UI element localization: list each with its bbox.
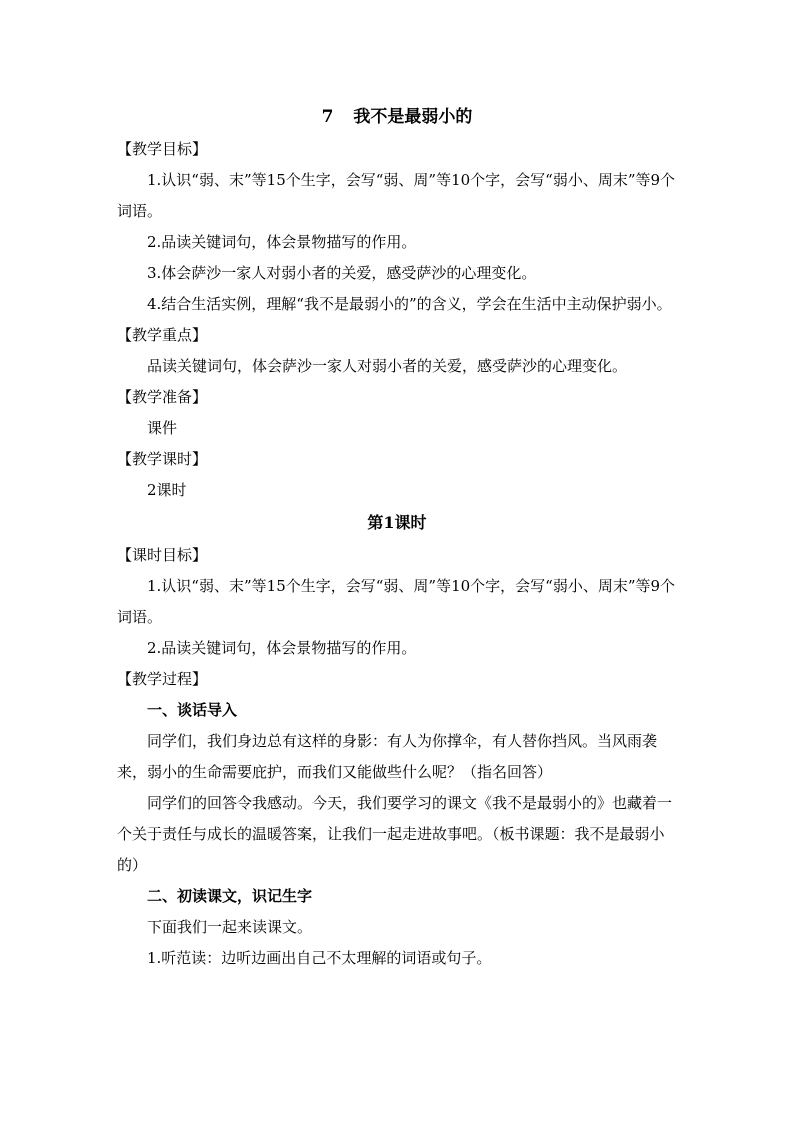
document-content — [117, 100, 677, 974]
lesson1-goals-heading: 【课时目标】 — [117, 546, 208, 564]
teaching-hours: 2课时 — [147, 481, 187, 499]
teaching-prep: 课件 — [147, 419, 178, 437]
teaching-focus-heading: 【教学重点】 — [117, 326, 208, 344]
teaching-goals-heading: 【教学目标】 — [117, 140, 208, 158]
lesson1-title: 第1课时 — [367, 513, 427, 532]
teaching-hours-heading: 【教学课时】 — [117, 450, 208, 468]
step2-para-1: 下面我们一起来读课文。 — [147, 918, 313, 936]
step2-title: 二、初读课文，识记生字 — [147, 887, 313, 905]
step1-para-2: 同学们的回答令我感动。今天，我们要学习的课文《我不是最弱小的》也藏着一个关于责任与成长的温暖答案，让我们一起走进故事吧。（板书课题：我不是最弱小的） — [117, 794, 673, 874]
lesson-title-text: 我不是最弱小的 — [353, 107, 473, 127]
lesson-title — [117, 100, 677, 134]
teaching-goal-4: 4.结合生活实例，理解“我不是最弱小的”的含义，学会在生活中主动保护弱小。 — [147, 295, 672, 313]
lesson1-process-heading: 【教学过程】 — [117, 670, 208, 688]
teaching-goal-2: 2.品读关键词句，体会景物描写的作用。 — [147, 233, 417, 251]
step2-para-2: 1.听范读：边听边画出自己不太理解的词语或句子。 — [147, 949, 492, 967]
teaching-focus: 品读关键词句，体会萨沙一家人对弱小者的关爱，感受萨沙的心理变化。 — [147, 357, 628, 375]
teaching-goal-3: 3.体会萨沙一家人对弱小者的关爱，感受萨沙的心理变化。 — [147, 264, 537, 282]
teaching-goal-1: 1.认识“弱、末”等15个生字，会写“弱、周”等10个字，会写“弱小、周末”等9个词语。 — [117, 171, 676, 220]
teaching-prep-heading: 【教学准备】 — [117, 388, 208, 406]
lesson1-goal-2: 2.品读关键词句，体会景物描写的作用。 — [147, 639, 417, 657]
step1-para-1: 同学们，我们身边总有这样的身影：有人为你撑伞，有人替你挡风。当风雨袭来，弱小的生命需要庇护，而我们又能做些什么呢？（指名回答） — [117, 732, 658, 781]
step1-title: 一、谈话导入 — [147, 701, 238, 719]
lesson1-goal-1: 1.认识“弱、末”等15个生字，会写“弱、周”等10个字，会写“弱小、周末”等9个词语。 — [117, 577, 676, 626]
lesson-number: 7 — [321, 107, 334, 127]
